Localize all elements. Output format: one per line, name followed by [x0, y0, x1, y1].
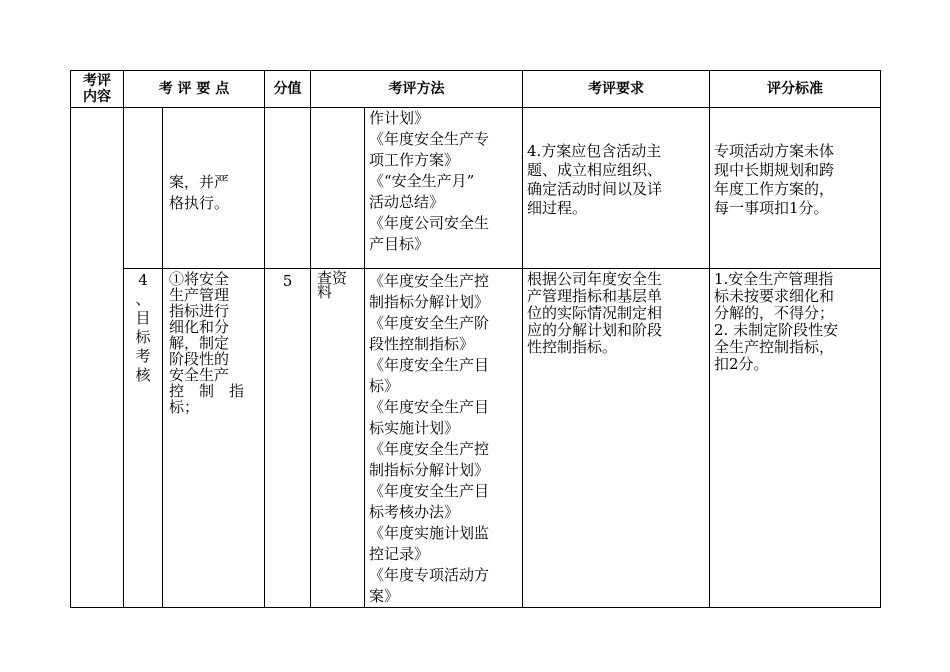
header-requirement: 考评要求: [523, 71, 710, 108]
table-row: [71, 269, 881, 608]
method-short-cell: 查资 料: [311, 269, 365, 608]
method-cell: 作计划》 《年度安全生产专 项工作方案》 《“安全生产月” 活动总结》 《年度公司安全生 产目标》: [365, 108, 523, 269]
score-cell: 5: [265, 269, 311, 608]
content-cell: [71, 108, 124, 608]
points-cell: 案，并严 格执行。: [163, 108, 265, 269]
header-row: [71, 71, 881, 108]
method-cell: 《年度安全生产控 制指标分解计划》 《年度安全生产阶 段性控制指标》 《年度安全生产目 标》 《年度安全生产目 标实施计划》 《年度安全生产控 制指标分解计划》 《年度安全生产目 标考核办法》 《年度实施计划监 控记录》 《年度专项活动方 案》: [365, 269, 523, 608]
evaluation-table: [70, 70, 881, 608]
header-content: 考评 内容: [71, 71, 124, 108]
requirement-cell: 4.方案应包含活动主 题、成立相应组织、 确定活动时间以及详 细过程。: [523, 108, 710, 269]
standard-cell: 1.安全生产管理指 标未按要求细化和 分解的，不得分； 2. 未制定阶段性安 全生产控制指标， 扣2分。: [710, 269, 881, 608]
header-points: 考 评 要 点: [124, 71, 265, 108]
header-standard: 评分标准: [710, 71, 881, 108]
method-short-cell-empty: [311, 108, 365, 269]
table-row: [71, 108, 881, 269]
standard-cell: 专项活动方案未体 现中长期规划和跨 年度工作方案的， 每一事项扣1分。: [710, 108, 881, 269]
header-score: 分值: [265, 71, 311, 108]
requirement-cell: 根据公司年度安全生 产管理指标和基层单 位的实际情况制定相 应的分解计划和阶段 性控制指标。: [523, 269, 710, 608]
points-cell: ①将安全 生产管理 指标进行 细化和分 解，制定 阶段性的 安全生产 控 制 指 标；: [163, 269, 265, 608]
score-cell-empty: [265, 108, 311, 269]
item-cell-empty: [124, 108, 163, 269]
item-cell: 4 、 目 标 考 核: [124, 269, 163, 608]
header-method: 考评方法: [311, 71, 523, 108]
